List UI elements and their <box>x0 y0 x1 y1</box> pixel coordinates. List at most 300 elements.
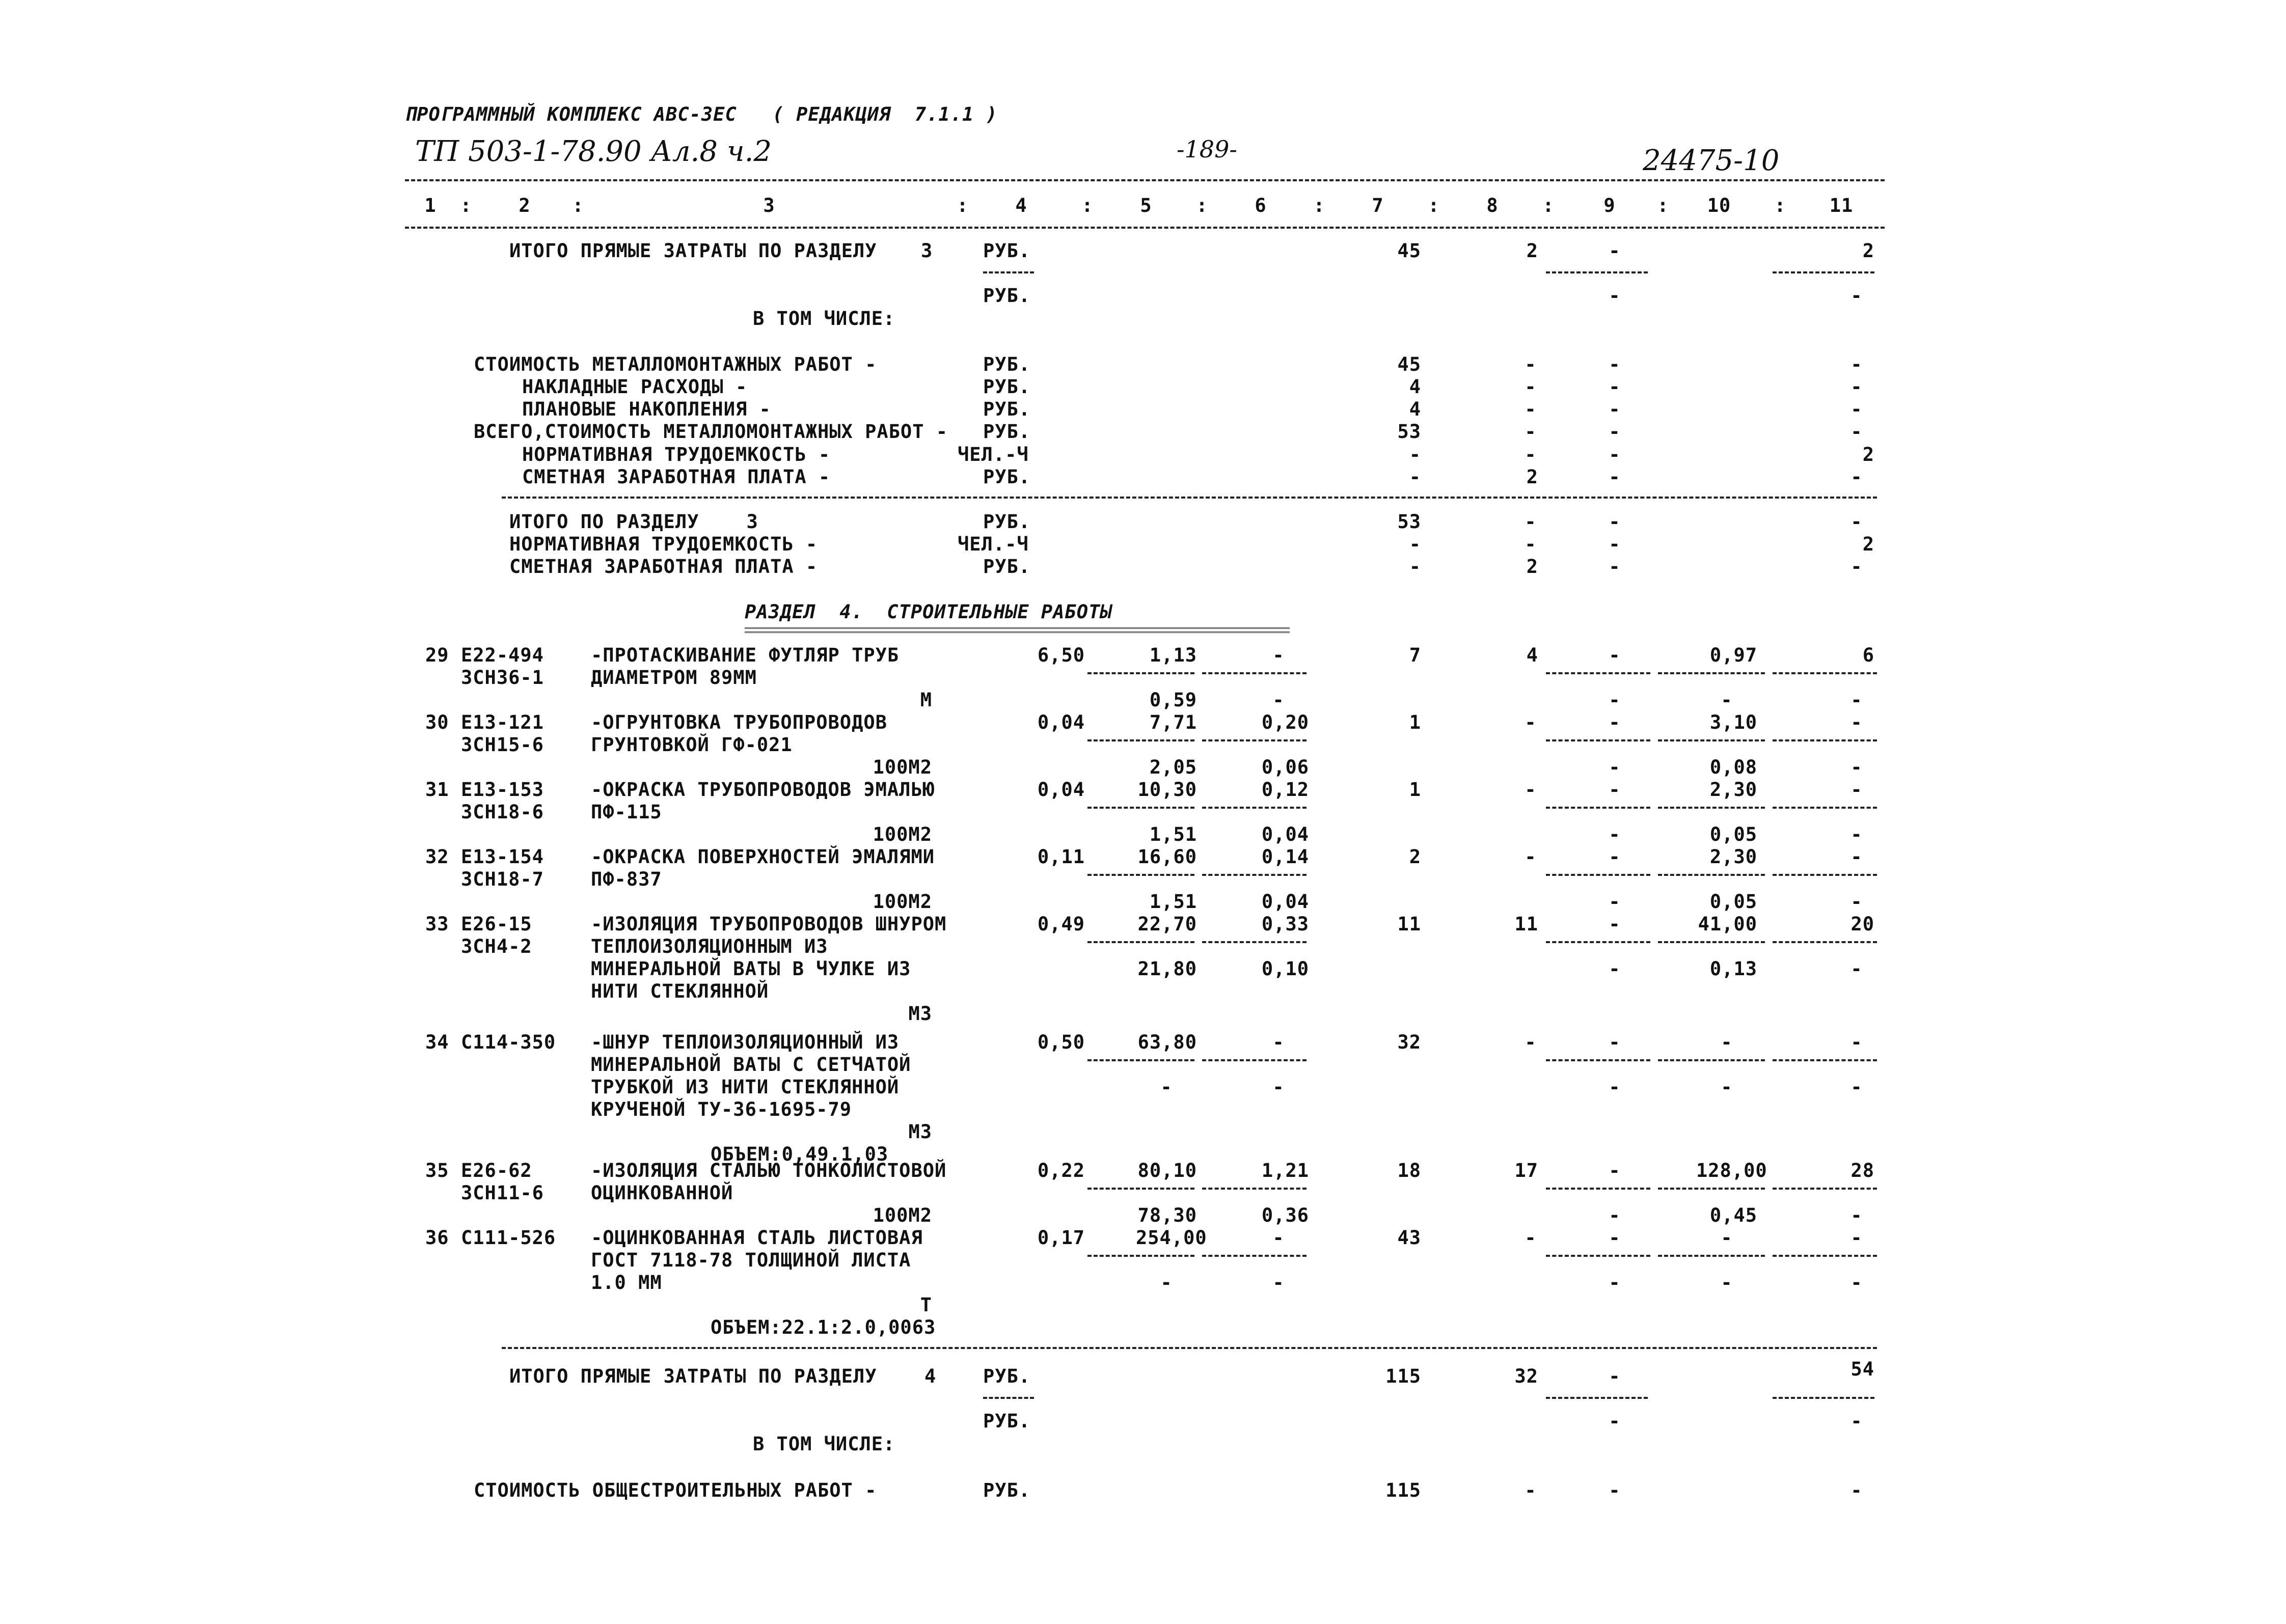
item-b11: - <box>1850 823 1863 845</box>
item-description-line: ПФ-115 <box>591 801 662 823</box>
item-c7: 1 <box>1409 779 1421 801</box>
column-header-6: 6 <box>1255 195 1267 216</box>
column-header-5: 5 <box>1140 195 1152 216</box>
item-number: 29 <box>425 644 449 666</box>
item-description-line: ГРУНТОВКОЙ ГФ-021 <box>591 734 793 756</box>
item-c5: 16,60 <box>1137 846 1197 868</box>
item-unit: Т <box>920 1294 932 1316</box>
item-b9: - <box>1609 1204 1621 1226</box>
column-header-2: 2 <box>519 195 531 216</box>
item-code-secondary: 3СН36-1 <box>461 667 544 689</box>
item-description-line: ТРУБКОЙ ИЗ НИТИ СТЕКЛЯННОЙ <box>591 1076 900 1098</box>
item-c10: 128,00 <box>1696 1160 1767 1181</box>
item-b11: - <box>1850 891 1863 913</box>
item-c7: 7 <box>1409 644 1421 666</box>
sec3-total-c9b: - <box>1609 285 1621 307</box>
sec4-total-rule <box>502 1347 1877 1349</box>
item-c6-rule <box>1202 672 1307 674</box>
item-c10-rule <box>1658 1255 1765 1257</box>
item-code: Е13-153 <box>461 779 544 801</box>
item-unit: М3 <box>908 1121 932 1143</box>
sec4-total-c7: 115 <box>1385 1365 1421 1387</box>
item-c9: - <box>1609 711 1621 733</box>
item-number: 35 <box>425 1160 449 1181</box>
item-c9-rule <box>1546 807 1650 809</box>
item-c9-rule <box>1546 1059 1650 1061</box>
item-c10-rule <box>1658 874 1765 876</box>
breakdown-c8: - <box>1525 398 1537 420</box>
item-c6-rule <box>1202 874 1307 876</box>
item-b10: 0,45 <box>1709 1204 1757 1226</box>
sec3-c9-rule <box>1546 271 1648 273</box>
item-c11: - <box>1850 779 1863 801</box>
item-description-line: ТЕПЛОИЗОЛЯЦИОННЫМ ИЗ <box>591 935 828 957</box>
item-c11: 28 <box>1850 1160 1874 1181</box>
sec4-title-underline-2 <box>745 631 1290 633</box>
header-rule-top <box>405 179 1885 181</box>
sec4-total-num: 4 <box>924 1365 937 1387</box>
item-unit: 100М2 <box>873 891 932 913</box>
item-b11: - <box>1850 756 1863 778</box>
item-c4: 6,50 <box>1037 644 1085 666</box>
item-c4: 0,50 <box>1037 1031 1085 1053</box>
item-b5: 2,05 <box>1149 756 1197 778</box>
summary-c9: - <box>1609 556 1621 577</box>
item-c6: 1,21 <box>1261 1160 1309 1181</box>
item-number: 30 <box>425 711 449 733</box>
sec3-unit-rule <box>983 271 1034 273</box>
summary-c8: 2 <box>1526 556 1538 577</box>
item-description-line: -ИЗОЛЯЦИЯ СТАЛЬЮ ТОНКОЛИСТОВОЙ <box>591 1160 947 1181</box>
page-number: -189- <box>1177 135 1237 163</box>
sec4-last-c7: 115 <box>1385 1479 1421 1501</box>
item-c9: - <box>1609 1160 1621 1181</box>
item-b10: - <box>1721 1272 1733 1293</box>
item-c6-rule <box>1202 807 1307 809</box>
breakdown-c9: - <box>1609 466 1621 488</box>
item-c10-rule <box>1658 1059 1765 1061</box>
item-c11: - <box>1850 846 1863 868</box>
item-b11: - <box>1850 1204 1863 1226</box>
item-b10: 0,08 <box>1709 756 1757 778</box>
item-unit: М3 <box>908 1003 932 1025</box>
summary-unit: РУБ. <box>983 511 1031 533</box>
sec4-last-c9: - <box>1609 1479 1621 1501</box>
breakdown-c8: - <box>1525 353 1537 375</box>
item-c11: - <box>1850 1227 1863 1249</box>
item-c6: - <box>1272 644 1285 666</box>
item-c6-rule <box>1202 1255 1307 1257</box>
item-c5-rule <box>1087 1059 1194 1061</box>
item-c9-rule <box>1546 874 1650 876</box>
item-c8: 17 <box>1514 1160 1538 1181</box>
item-description-line: -ОКРАСКА ТРУБОПРОВОДОВ ЭМАЛЬЮ <box>591 779 935 801</box>
sec4-last-label: СТОИМОСТЬ ОБЩЕСТРОИТЕЛЬНЫХ РАБОТ - <box>474 1479 877 1501</box>
item-description-line: КРУЧЕНОЙ ТУ-36-1695-79 <box>591 1098 852 1120</box>
item-b10: 0,13 <box>1709 958 1757 980</box>
summary-unit: ЧЕЛ.-Ч <box>958 533 1029 555</box>
item-description-line: ГОСТ 7118-78 ТОЛЩИНОЙ ЛИСТА <box>591 1249 911 1271</box>
item-c10: 0,97 <box>1709 644 1757 666</box>
breakdown-c11: - <box>1850 353 1863 375</box>
item-b10: 0,05 <box>1709 823 1757 845</box>
item-c11-rule <box>1773 1188 1877 1190</box>
breakdown-c8: 2 <box>1526 466 1538 488</box>
summary-c7: - <box>1409 556 1421 577</box>
breakdown-unit: РУБ. <box>983 353 1031 375</box>
item-c7: 11 <box>1397 913 1421 935</box>
breakdown-c11: - <box>1850 398 1863 420</box>
item-c5-rule <box>1087 807 1194 809</box>
item-b10: - <box>1721 1076 1733 1098</box>
item-description-line: 1.0 ММ <box>591 1272 662 1293</box>
summary-c11: 2 <box>1862 533 1874 555</box>
item-c4: 0,17 <box>1037 1227 1085 1249</box>
item-b5: 0,59 <box>1149 689 1197 711</box>
item-b11: - <box>1850 689 1863 711</box>
item-c11-rule <box>1773 941 1877 943</box>
item-c9: - <box>1609 913 1621 935</box>
column-header-1: 1 <box>424 195 437 216</box>
item-c6: 0,33 <box>1261 913 1309 935</box>
column-separator: : <box>957 195 969 216</box>
breakdown-unit: РУБ. <box>983 398 1031 420</box>
item-description-line: -ОГРУНТОВКА ТРУБОПРОВОДОВ <box>591 711 887 733</box>
item-c5-rule <box>1087 672 1194 674</box>
item-c8: 11 <box>1514 913 1538 935</box>
item-c5-rule <box>1087 739 1194 741</box>
breakdown-c7: 53 <box>1397 421 1421 443</box>
breakdown-c7: 4 <box>1409 376 1421 398</box>
column-separator: : <box>572 195 584 216</box>
program-header: ПРОГРАММНЫЙ КОМПЛЕКС АВС-3ЕС ( РЕДАКЦИЯ 7.1.1 ) <box>405 103 998 125</box>
item-b9: - <box>1609 1076 1621 1098</box>
item-c6-rule <box>1202 1188 1307 1190</box>
item-c9-rule <box>1546 672 1650 674</box>
sec4-subhead: В ТОМ ЧИСЛЕ: <box>753 1433 895 1455</box>
item-b10: 0,05 <box>1709 891 1757 913</box>
breakdown-c11: - <box>1850 421 1863 443</box>
item-description-line: НИТИ СТЕКЛЯННОЙ <box>591 980 769 1002</box>
sec3-total-c11: 2 <box>1862 240 1874 262</box>
column-separator: : <box>1774 195 1786 216</box>
item-c9-rule <box>1546 739 1650 741</box>
sec4-title-underline <box>745 627 1290 629</box>
breakdown-c9: - <box>1609 398 1621 420</box>
item-c5: 80,10 <box>1137 1160 1197 1181</box>
item-number: 32 <box>425 846 449 868</box>
item-c7: 2 <box>1409 846 1421 868</box>
breakdown-label: ПЛАНОВЫЕ НАКОПЛЕНИЯ - <box>522 398 771 420</box>
item-c11-rule <box>1773 874 1877 876</box>
item-c7: 32 <box>1397 1031 1421 1053</box>
item-b11: - <box>1850 958 1863 980</box>
item-b11: - <box>1850 1272 1863 1293</box>
summary-unit: РУБ. <box>983 556 1031 577</box>
item-description-line: МИНЕРАЛЬНОЙ ВАТЫ В ЧУЛКЕ ИЗ <box>591 958 911 980</box>
item-c5: 7,71 <box>1149 711 1197 733</box>
item-c8: - <box>1525 846 1537 868</box>
sec3-total-unit2: РУБ. <box>983 285 1031 307</box>
item-c5: 1,13 <box>1149 644 1197 666</box>
item-unit: М <box>920 689 932 711</box>
item-c6: 0,12 <box>1261 779 1309 801</box>
item-c7: 1 <box>1409 711 1421 733</box>
item-c5: 10,30 <box>1137 779 1197 801</box>
item-description-line: -ШНУР ТЕПЛОИЗОЛЯЦИОННЫЙ ИЗ <box>591 1031 900 1053</box>
item-code: Е13-121 <box>461 711 544 733</box>
item-c10: - <box>1721 1227 1733 1249</box>
summary-label: СМЕТНАЯ ЗАРАБОТНАЯ ПЛАТА - <box>509 556 818 577</box>
item-c6-rule <box>1202 739 1307 741</box>
sec3-total-c11b: - <box>1850 285 1863 307</box>
item-c6: - <box>1272 1031 1285 1053</box>
breakdown-c7: 4 <box>1409 398 1421 420</box>
sec4-last-c8: - <box>1525 1479 1537 1501</box>
item-c8: 4 <box>1526 644 1538 666</box>
breakdown-label: ВСЕГО,СТОИМОСТЬ МЕТАЛЛОМОНТАЖНЫХ РАБОТ - <box>474 421 948 443</box>
item-code: Е22-494 <box>461 644 544 666</box>
item-b9: - <box>1609 891 1621 913</box>
item-code-secondary: 3СН4-2 <box>461 935 532 957</box>
breakdown-c8: - <box>1525 421 1537 443</box>
breakdown-c11: - <box>1850 466 1863 488</box>
item-c11-rule <box>1773 807 1877 809</box>
sec4-unit-rule <box>983 1397 1034 1399</box>
item-number: 34 <box>425 1031 449 1053</box>
sec3-total-label: ИТОГО ПРЯМЫЕ ЗАТРАТЫ ПО РАЗДЕЛУ <box>509 240 877 262</box>
item-unit: 100М2 <box>873 823 932 845</box>
item-c10: 3,10 <box>1709 711 1757 733</box>
item-b9: - <box>1609 958 1621 980</box>
item-code: С111-526 <box>461 1227 556 1249</box>
breakdown-c9: - <box>1609 353 1621 375</box>
item-c10-rule <box>1658 1188 1765 1190</box>
item-c11: 20 <box>1850 913 1874 935</box>
column-separator: : <box>1196 195 1208 216</box>
sec4-total-c11: 54 <box>1850 1358 1874 1380</box>
item-description-line: -ИЗОЛЯЦИЯ ТРУБОПРОВОДОВ ШНУРОМ <box>591 913 947 935</box>
breakdown-c7: 45 <box>1397 353 1421 375</box>
item-c9-rule <box>1546 1188 1650 1190</box>
item-c10-rule <box>1658 941 1765 943</box>
item-code: Е13-154 <box>461 846 544 868</box>
item-b6: - <box>1272 689 1285 711</box>
item-c6-rule <box>1202 941 1307 943</box>
item-number: 31 <box>425 779 449 801</box>
breakdown-label: НОРМАТИВНАЯ ТРУДОЕМКОСТЬ - <box>522 444 831 465</box>
item-c7: 43 <box>1397 1227 1421 1249</box>
sec4-total-c8: 32 <box>1514 1365 1538 1387</box>
item-unit: 100М2 <box>873 1204 932 1226</box>
sec3-c11-rule <box>1773 271 1874 273</box>
document-number: 24475-10 <box>1643 144 1780 177</box>
item-b5: - <box>1160 1076 1173 1098</box>
item-b6: - <box>1272 1076 1285 1098</box>
item-b5: 78,30 <box>1137 1204 1197 1226</box>
item-b5: 1,51 <box>1149 891 1197 913</box>
item-c4: 0,22 <box>1037 1160 1085 1181</box>
item-c5-rule <box>1087 874 1194 876</box>
item-description-line: ПФ-837 <box>591 868 662 890</box>
item-b9: - <box>1609 689 1621 711</box>
column-separator: : <box>1428 195 1440 216</box>
item-c5-rule <box>1087 1188 1194 1190</box>
column-header-9: 9 <box>1603 195 1616 216</box>
item-c10-rule <box>1658 739 1765 741</box>
breakdown-c8: - <box>1525 444 1537 465</box>
item-b6: 0,36 <box>1261 1204 1309 1226</box>
item-c5: 254,00 <box>1136 1227 1207 1249</box>
item-b9: - <box>1609 756 1621 778</box>
summary-c7: 53 <box>1397 511 1421 533</box>
item-c8: - <box>1525 1031 1537 1053</box>
item-c9: - <box>1609 779 1621 801</box>
item-code-secondary: 3СН11-6 <box>461 1182 544 1204</box>
item-b5: 21,80 <box>1137 958 1197 980</box>
breakdown-unit: РУБ. <box>983 376 1031 398</box>
item-c6: 0,20 <box>1261 711 1309 733</box>
item-number: 36 <box>425 1227 449 1249</box>
item-b6: 0,10 <box>1261 958 1309 980</box>
sec4-total-unit2: РУБ. <box>983 1410 1031 1432</box>
column-separator: : <box>1657 195 1669 216</box>
item-b6: 0,06 <box>1261 756 1309 778</box>
item-c10: 41,00 <box>1698 913 1757 935</box>
item-c10: - <box>1721 1031 1733 1053</box>
column-separator: : <box>1081 195 1094 216</box>
breakdown-c9: - <box>1609 444 1621 465</box>
breakdown-unit: ЧЕЛ.-Ч <box>958 444 1029 465</box>
column-separator: : <box>1313 195 1325 216</box>
sec4-total-c11b: - <box>1850 1410 1863 1432</box>
breakdown-c7: - <box>1409 444 1421 465</box>
item-c5-rule <box>1087 1255 1194 1257</box>
summary-c11: - <box>1850 556 1863 577</box>
item-number: 33 <box>425 913 449 935</box>
item-c9-rule <box>1546 1255 1650 1257</box>
column-header-4: 4 <box>1015 195 1027 216</box>
item-code: С114-350 <box>461 1031 556 1053</box>
summary-label: НОРМАТИВНАЯ ТРУДОЕМКОСТЬ - <box>509 533 818 555</box>
sec4-total-c9b: - <box>1609 1410 1621 1432</box>
sec3-breakdown-rule <box>502 497 1877 499</box>
item-code-secondary: 3СН18-6 <box>461 801 544 823</box>
item-c5: 22,70 <box>1137 913 1197 935</box>
item-c11: - <box>1850 1031 1863 1053</box>
sec3-total-c8: 2 <box>1526 240 1538 262</box>
item-c9: - <box>1609 1227 1621 1249</box>
column-header-7: 7 <box>1372 195 1384 216</box>
document-code: ТП 503-1-78.90 Ал.8 ч.2 <box>415 135 772 168</box>
item-b5: - <box>1160 1272 1173 1293</box>
item-c9: - <box>1609 846 1621 868</box>
column-header-3: 3 <box>763 195 775 216</box>
breakdown-label: СМЕТНАЯ ЗАРАБОТНАЯ ПЛАТА - <box>522 466 831 488</box>
item-description-line: ОЦИНКОВАННОЙ <box>591 1182 733 1204</box>
item-b9: - <box>1609 1272 1621 1293</box>
column-header-10: 10 <box>1707 195 1731 216</box>
item-c4: 0,04 <box>1037 779 1085 801</box>
breakdown-unit: РУБ. <box>983 421 1031 443</box>
sec3-subhead: В ТОМ ЧИСЛЕ: <box>753 308 895 329</box>
item-code-secondary: 3СН18-7 <box>461 868 544 890</box>
item-b11: - <box>1850 1076 1863 1098</box>
sec4-title: РАЗДЕЛ 4. СТРОИТЕЛЬНЫЕ РАБОТЫ <box>745 601 1112 623</box>
item-c6-rule <box>1202 1059 1307 1061</box>
item-unit: 100М2 <box>873 756 932 778</box>
breakdown-unit: РУБ. <box>983 466 1031 488</box>
item-description-line: -ОКРАСКА ПОВЕРХНОСТЕЙ ЭМАЛЯМИ <box>591 846 935 868</box>
item-c8: - <box>1525 1227 1537 1249</box>
sec4-c9-rule <box>1546 1397 1648 1399</box>
item-c9: - <box>1609 644 1621 666</box>
item-b5: 1,51 <box>1149 823 1197 845</box>
item-b6: - <box>1272 1272 1285 1293</box>
sec3-total-num: 3 <box>921 240 933 262</box>
item-b10: - <box>1721 689 1733 711</box>
item-code: Е26-15 <box>461 913 532 935</box>
item-c11-rule <box>1773 739 1877 741</box>
item-c4: 0,04 <box>1037 711 1085 733</box>
summary-c8: - <box>1525 511 1537 533</box>
item-c4: 0,49 <box>1037 913 1085 935</box>
breakdown-c11: 2 <box>1862 444 1874 465</box>
item-code-secondary: 3СН15-6 <box>461 734 544 756</box>
sec3-total-c7: 45 <box>1397 240 1421 262</box>
item-c5: 63,80 <box>1137 1031 1197 1053</box>
summary-c7: - <box>1409 533 1421 555</box>
item-c10: 2,30 <box>1709 779 1757 801</box>
item-c6: - <box>1272 1227 1285 1249</box>
item-description-line: -ПРОТАСКИВАНИЕ ФУТЛЯР ТРУБ <box>591 644 900 666</box>
breakdown-c7: - <box>1409 466 1421 488</box>
summary-c11: - <box>1850 511 1863 533</box>
item-c9: - <box>1609 1031 1621 1053</box>
item-description-line: -ОЦИНКОВАННАЯ СТАЛЬ ЛИСТОВАЯ <box>591 1227 923 1249</box>
item-c11-rule <box>1773 672 1877 674</box>
breakdown-label: НАКЛАДНЫЕ РАСХОДЫ - <box>522 376 748 398</box>
item-volume: ОБЪЕМ:22.1:2.0,0063 <box>711 1316 936 1338</box>
item-b6: 0,04 <box>1261 823 1309 845</box>
column-separator: : <box>1542 195 1555 216</box>
sec4-c11-rule <box>1773 1397 1874 1399</box>
breakdown-label: СТОИМОСТЬ МЕТАЛЛОМОНТАЖНЫХ РАБОТ - <box>474 353 877 375</box>
item-b9: - <box>1609 823 1621 845</box>
item-c11: - <box>1850 711 1863 733</box>
item-c11-rule <box>1773 1255 1877 1257</box>
item-c8: - <box>1525 779 1537 801</box>
sec4-total-label: ИТОГО ПРЯМЫЕ ЗАТРАТЫ ПО РАЗДЕЛУ <box>509 1365 877 1387</box>
sec4-total-c9: - <box>1609 1365 1621 1387</box>
sec4-last-c11: - <box>1850 1479 1863 1501</box>
sec4-last-unit: РУБ. <box>983 1479 1031 1501</box>
summary-label: ИТОГО ПО РАЗДЕЛУ 3 <box>509 511 758 533</box>
column-header-11: 11 <box>1829 195 1854 216</box>
sec3-total-unit: РУБ. <box>983 240 1031 262</box>
item-c9-rule <box>1546 941 1650 943</box>
item-c10: 2,30 <box>1709 846 1757 868</box>
item-c6: 0,14 <box>1261 846 1309 868</box>
item-b6: 0,04 <box>1261 891 1309 913</box>
breakdown-c11: - <box>1850 376 1863 398</box>
item-c10-rule <box>1658 807 1765 809</box>
breakdown-c8: - <box>1525 376 1537 398</box>
summary-c8: - <box>1525 533 1537 555</box>
breakdown-c9: - <box>1609 421 1621 443</box>
item-code: Е26-62 <box>461 1160 532 1181</box>
sec3-total-c9: - <box>1609 240 1621 262</box>
